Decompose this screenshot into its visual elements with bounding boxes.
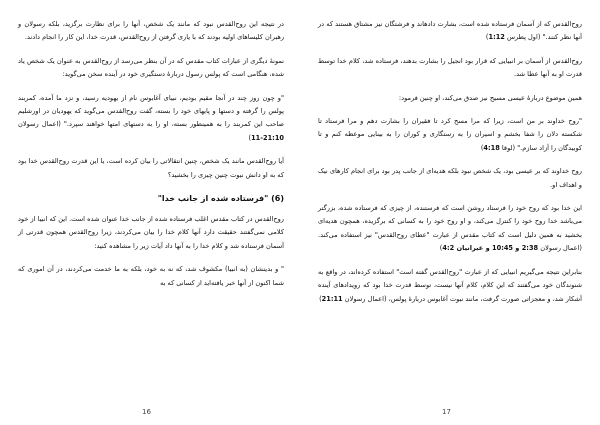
section-heading: (6) "فرستاده شده از جانب خدا" bbox=[157, 194, 284, 204]
right-column bbox=[318, 18, 582, 306]
quote-text: روح‌القدس که از آسمان فرستاده شده است، بشارت دادهاند و فرشتگان نیز مشتاق هستند که در آنها نظر کنند." (اول پطرس bbox=[318, 20, 582, 42]
paragraph bbox=[318, 266, 582, 306]
paragraph: آیا روح‌القدس مانند یک شخص، چنین انتقالاتی را بیان کرده است، یا این قدرت روح‌القدس خدا بود که به او دانش نبوت چنین چیزی را بخشید؟ bbox=[18, 157, 284, 179]
paragraph: در نتیجه این روح‌القدس نبود که مانند یک شخص، آنها را برای نظارت برگزید، بلکه رسولان و رهبران کلیساهای اولیه بودند که با یاری گرفتن از روح‌القدس، قدرت خدا، این کار را انجام دادند. bbox=[18, 20, 284, 42]
quote-paragraph: " و بدینشان (به انبیا) مکشوف شد، که نه به خود، بلکه به ما خدمت می‌کردند، در آن اموری که شما اکنون از آنها خبر یافته‌اید از کسانی که به bbox=[18, 265, 284, 287]
quote-tail: ) bbox=[485, 33, 489, 42]
verse-reference: 2:38 و 10:45 و عبرانیان 4:2 bbox=[442, 244, 539, 253]
paragraph: روح خداوند که بر عیسی بود، یک شخص نبود بلکه هدیه‌ای از جانب پدر بود برای انجام کارهای نیک و اهداف او. bbox=[318, 167, 582, 189]
quote-paragraph bbox=[18, 92, 284, 146]
quote-text: "و چون روز چند در آنجا مقیم بودیم، نبیای آغابوس نام از یهودیه رسید، و نزد ما آمده، کمربند پولس را گرفته و دستها و پایهای خود را بسته، گفت روح‌القدس می‌گوید که یهودیان در اورشلیم صاحب این کمربند را به همینطور بسته، او را به دستهای امتها خواهند سپرد." (اعمال رسولان bbox=[18, 93, 284, 129]
paragraph: روح‌القدس از آسمان بر انبیایی که قرار بود انجیل را بشارت بدهند، فرستاده شد، کلام خدا توسط قدرت او به آنها عطا شد. bbox=[318, 56, 582, 79]
verse-reference: 21:10-11 bbox=[251, 133, 284, 142]
verse-reference: 1:12 bbox=[488, 33, 505, 42]
paragraph-text: این خدا بود که روح خود را فرستاد روشن است که فرستنده، از چیزی که فرستاده شده، بزرگتر می‌باشد خدا روح خود را کنترل می‌کند، و او روح خود را به کسانی که برگزیده، همچون هدیه‌ای بخشید به همین دلیل است که کتاب مقدس از عبارت "عطای روح‌القدس" نیز استفاده می‌کند. (اعمال رسولان bbox=[318, 204, 582, 253]
paragraph-text: بنابراین نتیجه می‌گیریم انبیایی که از عبارت "روح‌القدس گفته است" استفاده کرده‌اند، در واقع به شنوندگان خود می‌گفتند که این کلام، کلام آنها نیست، توسط قدرت خدا بود که رویدادهای آینده آشکار شد، و معجزاتی صورت گرفت، مانند نبوت آغابوس دربارهٔ پولس، (اعمال رسولان bbox=[318, 267, 582, 303]
paragraph: نمونهٔ دیگری از عبارات کتاب مقدس که در آن بنظر می‌رسد از روح‌القدس به عنوان یک شخص یاد شده، هنگامی است که پولس رسول دربارهٔ دستگیری خود در آینده سخن می‌گوید: bbox=[18, 56, 284, 79]
quote-tail: ) bbox=[480, 143, 484, 152]
quote-tail: ) bbox=[248, 133, 252, 142]
paragraph: همین موضوع دربارهٔ عیسی مسیح نیز صدق می‌کند، او چنین فرمود: bbox=[398, 93, 582, 102]
verse-reference: 21:11 bbox=[321, 294, 343, 303]
left-column bbox=[18, 18, 284, 290]
paragraph bbox=[318, 202, 582, 256]
quote-paragraph bbox=[318, 18, 582, 45]
paragraph-tail: ) bbox=[319, 294, 322, 303]
right-page bbox=[300, 0, 600, 425]
paragraph: روح‌القدس در کتاب مقدس اغلب فرستاده شده از جانب خدا عنوان شده است. این که انبیا از خود کلامی نمی‌گفتند حقیقت دارد آنها کلام خدا را بیان می‌کردند، زیرا روح‌القدس همچون قدرتی از آسمان فرستاده شد و کلام خدا را به آنها داد آیات زیر را مشاهده کنید: bbox=[18, 215, 284, 250]
page-number: 16 bbox=[142, 408, 151, 416]
quote-paragraph bbox=[318, 115, 582, 155]
page-number: 17 bbox=[442, 408, 451, 416]
quote-text: "روح خداوند بر من است، زیرا که مرا مسح کرد تا فقیران را بشارت دهم و مرا فرستاد تا شکسته دلان را شفا بخشم و اسیران را به رستگاری و کوران را به بینایی موعظه کنم و تا کوبیدگان را آزاد سازم." (لوقا bbox=[318, 117, 582, 152]
verse-reference: 4:18 bbox=[483, 143, 500, 152]
paragraph-tail: ) bbox=[439, 244, 443, 253]
